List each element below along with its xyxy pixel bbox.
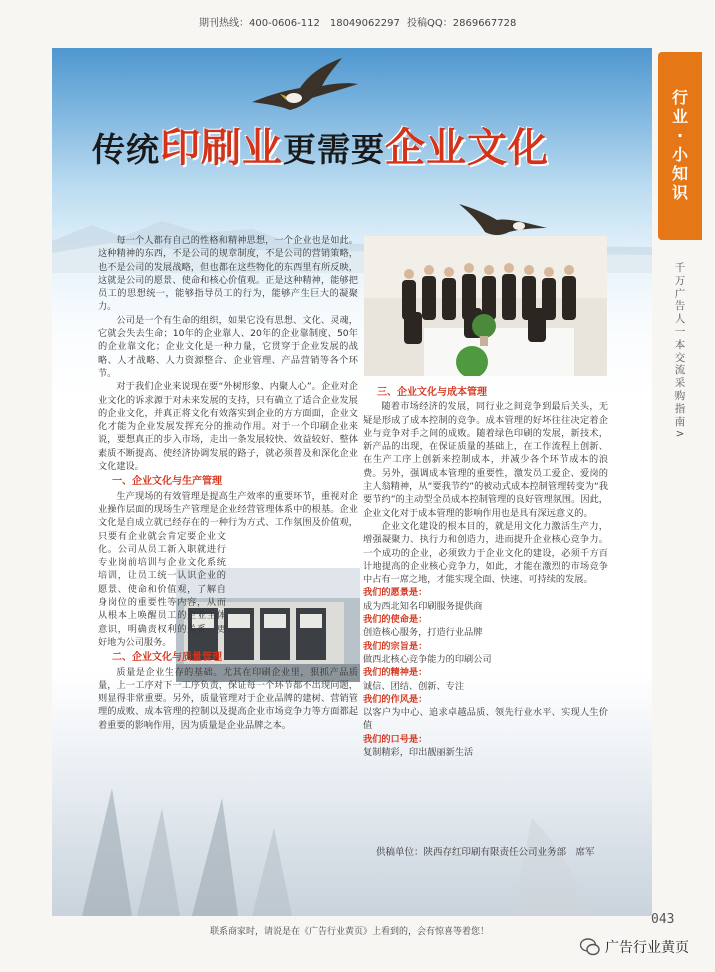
image-spacer (230, 530, 358, 644)
paragraph: 生产现场的有效管理是提高生产效率的重要环节，重视对企业操作层面的现场生产管理是企业经营管理体系中的根基。企业文化是自成立就已经存在的一种行为方式、工作氛围及价值观，只要有企业就会肯定要企业文化。公司从员工新入职就进行专业岗前培训与企业文化系统培训，让员工统一认识企业的愿景、使命和价值观，了解自身岗位的重要性等内容，从而从根本上唤醒员工的企业主体意识，明确责权利的关系，更好地为公司服务。 (98, 490, 358, 648)
hotline-text: 期刊热线：400-0606-112 18049062297 (199, 18, 400, 29)
motto-label: 我们的宗旨是： (363, 640, 428, 652)
paragraph: 公司是一个有生命的组织，如果它没有思想、文化、灵魂，它就会失去生命；10年的企业靠人、20年的企业靠制度、50年的企业靠文化；企业文化是一种力量，它贯穿于企业发展的战略、人才战略、人力资源整合、企业管理、产品营销等各个环节。 (98, 314, 358, 379)
title-part-4: 企业文化 (385, 125, 549, 171)
motto-value: 成为西北知名印刷服务提供商 (363, 600, 483, 612)
motto-label: 我们的使命是： (363, 614, 428, 626)
section-heading-cost: 三、企业文化与成本管理 (377, 387, 487, 398)
paragraph: 随着市场经济的发展，同行业之间竞争到最后关头，无疑是形成了成本控制的竞争。成本管理的好坏往往决定着企业与竞争对手之间的成败。随着绿色印刷的发展，新技术，新产品的出现，在保证质量的基础上，在工作流程上创新、在生产工序上创新来控制成本，并减少各个环节成本的浪费。另外，强调成本管理的重要性，激发员工爱企、爱岗的主人翁精神，从“要我节约”的被动式成本控制管理转变为“我要节约”的主动型全员成本控制管理的良好管理氛围。因此，企业文化对于成本管理的影响作用也是具有深远意义的。 (363, 401, 608, 519)
title-part-3: 更需要 (283, 130, 385, 169)
article-panel (52, 48, 652, 916)
sailboats-background (52, 698, 652, 916)
paragraph: 每一个人都有自己的性格和精神思想，一个企业也是如此。这种精神的东西，不是公司的规章制度，不是公司的营销策略，也不是公司的发展战略，但也都在这些物化的东西里有所反映，这就是公司的愿景、使命和核心价值观。正是这种精神，能够把员工的思想统一，能够指导员工的行为，能够产生巨大的凝聚力。 (98, 235, 358, 313)
eagle-graphic-small (457, 196, 549, 241)
team-photo (364, 236, 607, 376)
left-column (98, 234, 358, 732)
article-title (92, 116, 652, 170)
motto-label: 我们的作风是： (363, 693, 428, 705)
motto-value: 复制精彩，印出靓丽新生活 (363, 747, 474, 759)
paragraph: 对于我们企业来说现在要“外树形象、内聚人心”。企业对企业文化的诉求源于对未来发展的支持，只有确立了适合企业发展的企业文化，并真正将文化有效落实到企业的方方面面，企业文化才能为企业发展发挥充分的推动作用。对于一个印刷企业来说，要想真正的步入市场，走出一条发展较快、效益较好、整体素质不断提高、使经济协调发展的路子，就必须普及和深化企业文化建设。 (98, 381, 358, 473)
motto-value: 诚信、团结、创新、专注 (363, 680, 465, 692)
paragraph: 质量是企业生存的基础。尤其在印刷企业里，狠抓产品质量，上一工序对下一工序负责，保证每一个环节都不出现问题，则显得非常重要。另外，质量管理对于企业品牌的建树、营销管理的成败、成本管理的控制以及提高企业市场竞争力等方面都起着重要的影响作用，因为质量是企业品牌之本。 (98, 666, 358, 731)
motto-label: 我们的精神是： (363, 667, 428, 679)
supplier-credit: 供稿单位：陕西存红印刷有限责任公司业务部 席军 (376, 847, 595, 858)
motto-value: 做西北核心竞争能力的印刷公司 (363, 653, 492, 665)
wechat-account (580, 934, 689, 960)
section-tab-label: 行 业 · 小 知 识 (671, 88, 688, 202)
motto-value: 创造核心服务，打造行业品牌 (363, 627, 483, 639)
header-bar (0, 14, 715, 34)
section-tab (658, 52, 702, 240)
page-number: 043 (651, 912, 675, 927)
motto-label: 我们的愿景是： (363, 587, 428, 599)
motto-value: 以客户为中心、追求卓越品质、领先行业水平、实现人生价值 (363, 707, 608, 732)
motto-label: 我们的口号是： (363, 733, 428, 745)
eagle-graphic (250, 54, 360, 116)
title-part-1: 传统 (92, 130, 160, 169)
qq-text: 投稿QQ：2869667728 (407, 18, 517, 29)
wechat-icon (580, 938, 600, 956)
title-part-2: 印刷业 (160, 125, 283, 171)
section-heading-quality: 二、企业文化与质量管理 (112, 652, 222, 664)
wechat-account-name: 广告行业黄页 (605, 940, 689, 956)
paragraph: 企业文化建设的根本目的，就是用文化力激活生产力，增强凝聚力、执行力和创造力，进而提升企业核心竞争力。一个成功的企业，必须致力于企业文化的建设，必须千方百计地提高的企业核心竞争力，如此，才能在激烈的市场竞争中占有一席之地，才能实现全面、快速、可持续的发展。 (363, 520, 608, 586)
magazine-tagline: 千万广告人一本交流采购指南> (674, 262, 686, 441)
footer-note: 联系商家时，请说是在《广告行业黄页》上看到的，会有惊喜等着您！ (210, 927, 490, 937)
section-heading-production: 一、企业文化与生产管理 (112, 476, 222, 488)
